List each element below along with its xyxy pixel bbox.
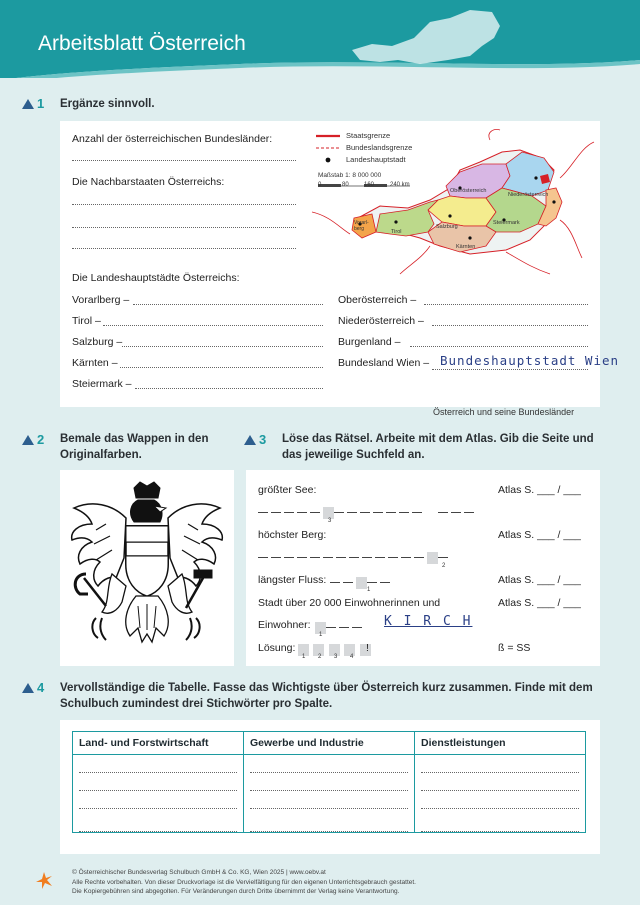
map-label: Salzburg [436, 224, 458, 230]
table-cell[interactable] [73, 791, 244, 809]
column-header: Gewerbe und Industrie [244, 732, 415, 755]
footer-line: Die Kopiergebühren sind abgegolten. Für Veränderungen durch Dritte übernimmt der Verlag keine Verantwortung. [72, 888, 400, 895]
answer-line[interactable] [72, 248, 296, 249]
answer-line[interactable] [424, 304, 588, 305]
atlas-field[interactable]: Atlas S. ___ / ___ [498, 529, 581, 541]
answer-line[interactable] [72, 160, 296, 161]
state-label: Vorarlberg – [72, 294, 130, 306]
answer-line[interactable] [120, 367, 323, 368]
level-icon [22, 683, 34, 693]
atlas-field[interactable]: Atlas S. ___ / ___ [498, 597, 581, 609]
state-label: Steiermark – [72, 378, 132, 390]
slot-number: 3 [334, 654, 338, 660]
summary-table [72, 731, 586, 833]
table-cell[interactable] [73, 809, 244, 833]
hint-sz: ß = SS [498, 642, 531, 654]
task-1-number: 1 [22, 96, 44, 111]
loesung-label: Lösung: [258, 642, 296, 654]
slot-number: 1 [367, 587, 371, 593]
table-cell[interactable] [244, 773, 415, 791]
riddle-letter-slots[interactable] [330, 574, 393, 592]
answer-line[interactable] [103, 325, 323, 326]
answer-line[interactable] [135, 388, 323, 389]
map-label: Tirol [391, 229, 402, 235]
task-4-instruction: Vervollständige die Tabelle. Fasse das Wichtigste über Österreich kurz zusammen. Finde mit dem Schulbuch zumindest drei Stichwörter pro Spalte. [60, 682, 593, 710]
task-3-panel [246, 470, 600, 666]
answer-line[interactable] [432, 369, 588, 370]
state-label: Oberösterreich – [338, 294, 417, 306]
table-cell[interactable] [415, 791, 586, 809]
task-1-instruction: Ergänze sinnvoll. [60, 98, 155, 110]
legend-state-border: Bundeslandsgrenze [346, 143, 413, 152]
riddle-letter-slots[interactable] [258, 549, 451, 567]
answer-line[interactable] [410, 346, 588, 347]
publisher-logo-icon [34, 870, 54, 890]
atlas-field[interactable]: Atlas S. ___ / ___ [498, 574, 581, 586]
table-cell[interactable] [244, 755, 415, 773]
task-2-number: 2 [22, 432, 44, 447]
atlas-field[interactable]: Atlas S. ___ / ___ [498, 484, 581, 496]
scale-tick: 240 km [390, 182, 410, 188]
einwohner-handwritten-answer: K I R C H [384, 614, 473, 629]
table-cell[interactable] [244, 791, 415, 809]
map-label: Niederösterreich [508, 192, 549, 198]
slot-number: 1 [302, 654, 306, 660]
table-cell[interactable] [73, 755, 244, 773]
legend-border: Staatsgrenze [346, 131, 391, 140]
scale-tick: 80 [342, 182, 349, 188]
state-label: Salzburg – [72, 336, 123, 348]
riddle-letter-slots[interactable] [258, 504, 477, 522]
table-cell[interactable] [415, 809, 586, 833]
footer-line: Alle Rechte vorbehalten. Von dieser Druckvorlage ist die Vervielfältigung für den eigenen Unterrichtsgebrauch gestattet. [72, 878, 416, 886]
footer-copyright [72, 868, 416, 897]
task-3-number: 3 [244, 432, 266, 447]
riddle-label: längster Fluss: [258, 574, 327, 586]
slot-number: 1 [319, 632, 323, 638]
loesung-end: ! [366, 642, 369, 654]
legend-capital: Landeshauptstadt [346, 155, 406, 164]
state-label: Tirol – [72, 315, 101, 327]
map-label: Oberösterreich [450, 188, 487, 194]
state-label: Burgenland – [338, 336, 401, 348]
riddle-label: höchster Berg: [258, 529, 327, 541]
state-label: Niederösterreich – [338, 315, 424, 327]
page-title: Arbeitsblatt Österreich [38, 32, 246, 55]
q-count-label: Anzahl der österreichischen Bundesländer: [72, 133, 273, 145]
table-cell[interactable] [415, 755, 586, 773]
slot-number: 4 [350, 654, 354, 660]
level-icon [22, 99, 34, 109]
scale-tick: 0 [318, 182, 322, 188]
table-cell[interactable] [73, 773, 244, 791]
slot-number: 2 [318, 654, 322, 660]
einwohner-label: Einwohner: [258, 619, 311, 631]
answer-line[interactable] [432, 325, 588, 326]
q-neighbours-label: Die Nachbarstaaten Österreichs: [72, 176, 225, 188]
wien-handwritten-answer: Bundeshauptstadt Wien [440, 353, 620, 368]
slot-number: 2 [442, 563, 446, 569]
q-capitals-label: Die Landeshauptstädte Österreichs: [72, 272, 240, 284]
level-icon [22, 435, 34, 445]
scale-title: Maßstab 1: 8 000 000 [318, 172, 382, 179]
map-caption: Österreich und seine Bundesländer [433, 407, 575, 417]
answer-line[interactable] [72, 227, 296, 228]
riddle-letter-slots[interactable] [315, 619, 365, 637]
column-header: Dienstleistungen [415, 732, 586, 755]
table-cell[interactable] [244, 809, 415, 833]
state-label: Bundesland Wien – [338, 357, 430, 369]
footer-line: © Österreichischer Bundesverlag Schulbuch GmbH & Co. KG, Wien 2025 | www.oebv.at [72, 869, 326, 876]
task-4-number: 4 [22, 680, 44, 695]
task-2-instruction: Bemale das Wappen in den Originalfarben. [60, 433, 209, 461]
riddle-label: Stadt über 20 000 Einwohnerinnen und [258, 597, 441, 609]
task-3-instruction: Löse das Rätsel. Arbeite mit dem Atlas. Gib die Seite und das jeweilige Suchfeld an. [282, 433, 594, 461]
answer-line[interactable] [72, 204, 296, 205]
scale-tick: 160 [364, 182, 375, 188]
austria-coat-of-arms-icon [66, 478, 228, 660]
answer-line[interactable] [122, 346, 323, 347]
table-cell[interactable] [415, 773, 586, 791]
map-label: Vorarl-berg [354, 220, 369, 232]
column-header: Land- und Forstwirtschaft [73, 732, 244, 755]
answer-line[interactable] [133, 304, 323, 305]
map-label: Kärnten [456, 244, 476, 250]
riddle-label: größter See: [258, 484, 317, 496]
level-icon [244, 435, 256, 445]
slot-number: 3 [328, 518, 332, 524]
state-label: Kärnten – [72, 357, 118, 369]
map-label: Steiermark [493, 220, 520, 226]
